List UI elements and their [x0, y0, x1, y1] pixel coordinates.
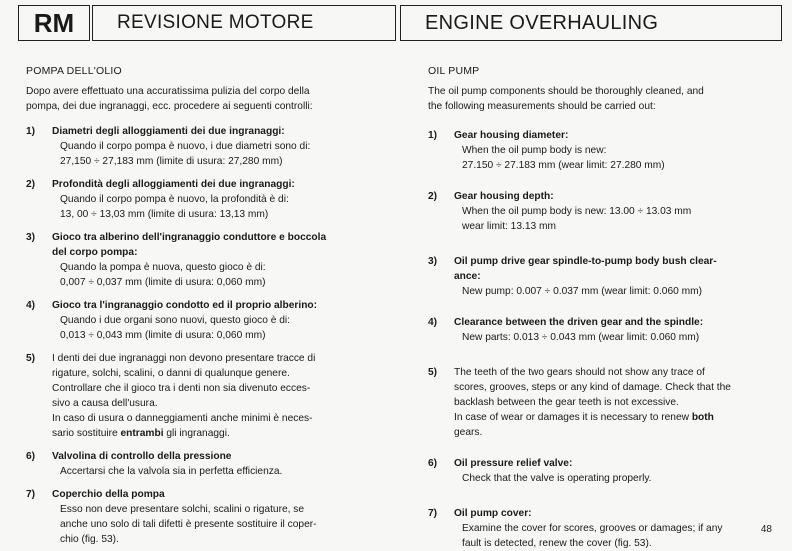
item-title: Gear housing depth: — [454, 191, 554, 202]
item-number: 7) — [428, 508, 438, 519]
intro-paragraph — [428, 84, 764, 114]
item-title: Valvolina di controllo della pressione — [52, 451, 232, 462]
item-body — [454, 143, 764, 173]
body-line: rigature, solchi, scalini, o danni di qualunque genere. — [52, 368, 290, 379]
body-line: backlash between the gear teeth is not excessive. — [454, 397, 679, 408]
body-line: In caso di usura o danneggiamenti anche minimi è neces- — [52, 413, 313, 424]
page-number: 48 — [760, 524, 772, 535]
body-line: Check that the valve is operating properly. — [462, 473, 652, 484]
item-number: 1) — [26, 126, 36, 137]
item-title: Gioco tra alberino dell'ingranaggio conduttore e boccola — [52, 232, 327, 243]
body-line: 0,007 ÷ 0,037 mm (limite di usura: 0,060 mm) — [60, 277, 266, 288]
body-line: I denti dei due ingranaggi non devono presentare tracce di — [52, 353, 316, 364]
body-line: chio (fig. 53). — [60, 534, 119, 545]
item-title: Profondità degli alloggiamenti dei due ingranaggi: — [52, 179, 295, 190]
item-body — [52, 351, 376, 441]
intro-line: The oil pump components should be thoroughly cleaned, and — [428, 86, 704, 97]
body-line — [52, 426, 376, 441]
item-title: ance: — [454, 271, 481, 282]
item-title: Oil pressure relief valve: — [454, 458, 573, 469]
body-line: fault is detected, renew the cover (fig. 53). — [462, 538, 652, 549]
check-item — [428, 315, 764, 345]
item-title: del corpo pompa: — [52, 247, 138, 258]
title-english: ENGINE OVERHAULING — [400, 5, 782, 41]
check-item — [428, 506, 764, 551]
item-title: Diametri degli alloggiamenti dei due ingranaggi: — [52, 126, 285, 137]
body-line: sivo a causa dell'usura. — [52, 398, 158, 409]
item-title: Clearance between the driven gear and the spindle: — [454, 317, 704, 328]
body-line: New parts: 0.013 ÷ 0.043 mm (wear limit: 0.060 mm) — [462, 332, 700, 343]
check-item — [428, 189, 764, 234]
item-number: 5) — [428, 367, 438, 378]
check-item — [428, 254, 764, 299]
body-line: Accertarsi che la valvola sia in perfetta efficienza. — [60, 466, 283, 477]
check-item — [428, 128, 764, 173]
intro-line: pompa, dei due ingranaggi, ecc. procedere ai seguenti controlli: — [26, 101, 313, 112]
body-line: gears. — [454, 427, 483, 438]
check-item — [26, 298, 376, 343]
item-title: Gear housing diameter: — [454, 130, 569, 141]
section-code: RM — [18, 5, 90, 41]
body-line: Quando i due organi sono nuovi, questo gioco è di: — [60, 315, 290, 326]
check-item — [428, 456, 764, 486]
item-body — [52, 313, 376, 343]
intro-line: Dopo avere effettuato una accuratissima pulizia del corpo della — [26, 86, 310, 97]
item-number: 4) — [26, 300, 36, 311]
check-item — [26, 351, 376, 441]
item-body — [454, 284, 764, 299]
check-item — [26, 177, 376, 222]
body-text: sario sostituire — [52, 428, 121, 439]
item-title: Oil pump cover: — [454, 508, 532, 519]
item-body — [52, 192, 376, 222]
check-item — [26, 230, 376, 290]
body-line: When the oil pump body is new: 13.00 ÷ 13.03 mm — [462, 206, 692, 217]
check-item — [26, 487, 376, 547]
item-number: 6) — [428, 458, 438, 469]
item-number: 2) — [428, 191, 438, 202]
body-line: 27,150 ÷ 27,183 mm (limite di usura: 27,280 mm) — [60, 156, 283, 167]
item-number: 2) — [26, 179, 36, 190]
body-line: When the oil pump body is new: — [462, 145, 607, 156]
body-line: Examine the cover for scores, grooves or damages; if any — [462, 523, 723, 534]
page-header — [0, 0, 792, 44]
section-title: OIL PUMP — [428, 65, 480, 77]
body-line — [454, 410, 764, 425]
item-number: 5) — [26, 353, 36, 364]
item-body — [454, 330, 764, 345]
item-number: 1) — [428, 130, 438, 141]
item-body — [454, 521, 764, 551]
item-body — [52, 502, 376, 547]
body-line: Quando il corpo pompa è nuovo, la profondità è di: — [60, 194, 289, 205]
english-column — [428, 64, 764, 551]
body-line: Quando la pompa è nuova, questo gioco è di: — [60, 262, 266, 273]
body-line: Esso non deve presentare solchi, scalini o rigature, se — [60, 504, 305, 515]
item-body — [454, 471, 764, 486]
item-body — [454, 204, 764, 234]
body-line: Quando il corpo pompa è nuovo, i due diametri sono di: — [60, 141, 311, 152]
body-line: wear limit: 13.13 mm — [462, 221, 556, 232]
item-body — [52, 139, 376, 169]
item-number: 7) — [26, 489, 36, 500]
check-item — [26, 124, 376, 169]
body-line: 0,013 ÷ 0,043 mm (limite di usura: 0,060 mm) — [60, 330, 266, 341]
item-title: Gioco tra l'ingranaggio condotto ed il proprio alberino: — [52, 300, 318, 311]
body-line: The teeth of the two gears should not show any trace of — [454, 367, 705, 378]
body-line: 27.150 ÷ 27.183 mm (wear limit: 27.280 mm) — [462, 160, 665, 171]
item-body — [52, 464, 376, 479]
body-line: 13, 00 ÷ 13,03 mm (limite di usura: 13,13 mm) — [60, 209, 269, 220]
item-title: Oil pump drive gear spindle-to-pump body bush clear- — [454, 256, 717, 267]
item-number: 4) — [428, 317, 438, 328]
title-italian: REVISIONE MOTORE — [92, 5, 396, 41]
body-emphasis: entrambi — [120, 428, 164, 439]
body-line: Controllare che il gioco tra i denti non sia divenuto ecces- — [52, 383, 311, 394]
item-number: 3) — [428, 256, 438, 267]
item-number: 6) — [26, 451, 36, 462]
intro-paragraph — [26, 84, 376, 114]
check-item — [428, 365, 764, 440]
item-title: Coperchio della pompa — [52, 489, 165, 500]
section-title: POMPA DELL'OLIO — [26, 65, 122, 77]
check-item — [26, 449, 376, 479]
body-line: New pump: 0.007 ÷ 0.037 mm (wear limit: 0.060 mm) — [462, 286, 702, 297]
intro-line: the following measurements should be carried out: — [428, 101, 656, 112]
italian-column — [26, 64, 376, 547]
body-line: anche uno solo di tali difetti è presente sostituire il coper- — [60, 519, 317, 530]
body-text: gli ingranaggi. — [163, 428, 230, 439]
body-emphasis: both — [691, 412, 714, 423]
item-number: 3) — [26, 232, 36, 243]
body-text: In case of wear or damages it is necessary to renew — [454, 412, 692, 423]
item-body — [454, 365, 764, 440]
item-body — [52, 260, 376, 290]
body-line: scores, grooves, steps or any kind of damage. Check that the — [454, 382, 731, 393]
